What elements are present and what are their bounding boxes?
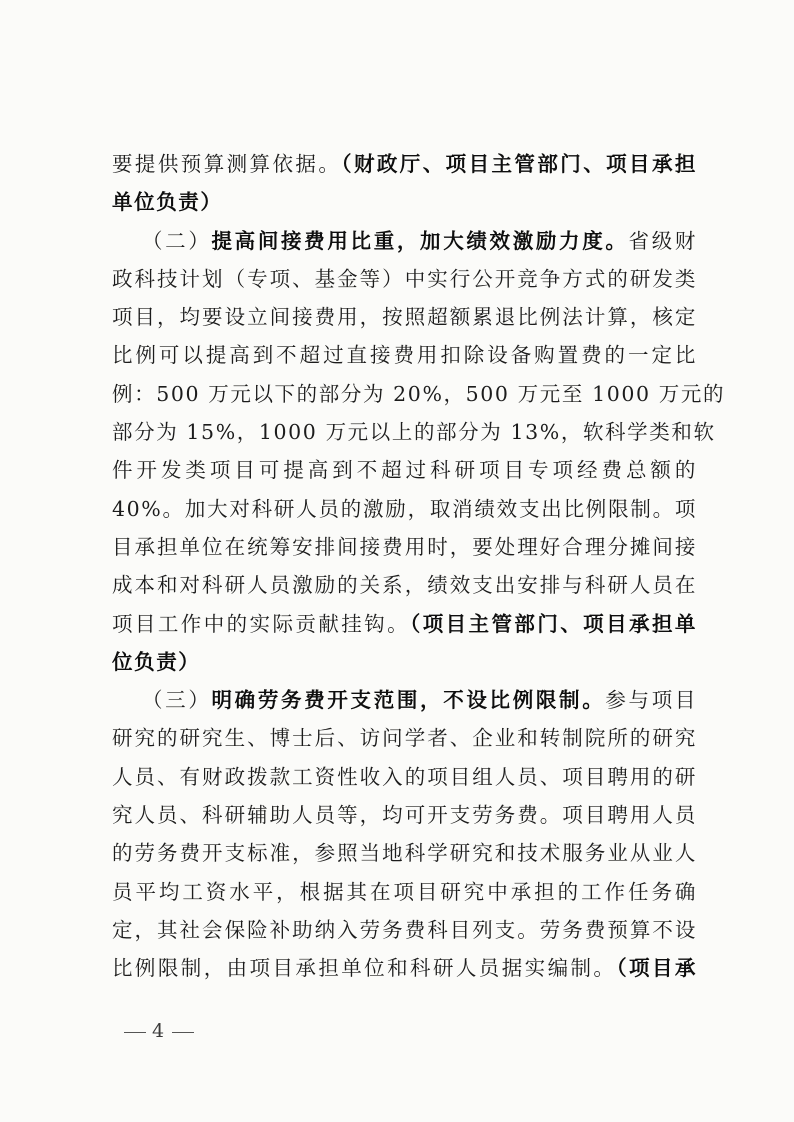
responsibility-note: 单位负责）	[112, 190, 223, 215]
text-run: 比例限制，由项目承担单位和科研人员据实编制。	[112, 956, 617, 981]
text-line: 的劳务费开支标准，参照当地科学研究和技术服务业从业人	[112, 841, 697, 866]
text-line: 项目，均要设立间接费用，按照超额累退比例法计算，核定	[112, 305, 697, 330]
text-run: 项目工作中的实际贡献挂钩。	[112, 611, 411, 636]
section-heading-line	[112, 222, 697, 260]
text-line: 究人员、科研辅助人员等，均可开支劳务费。项目聘用人员	[112, 803, 697, 828]
page-number	[118, 1020, 200, 1042]
page-number-value: 4	[152, 1020, 167, 1042]
text-line	[112, 183, 697, 221]
text-line: 比例可以提高到不超过直接费用扣除设备购置费的一定比	[112, 343, 697, 368]
section-number: （三）	[142, 688, 212, 713]
text-line: 政科技计划（专项、基金等）中实行公开竞争方式的研发类	[112, 266, 697, 291]
text-line	[112, 643, 697, 681]
text-line: 件开发类项目可提高到不超过科研项目专项经费总额的	[112, 458, 697, 483]
text-run: 参与项目	[605, 688, 697, 713]
text-line: 成本和对科研人员激励的关系，绩效支出安排与科研人员在	[112, 573, 697, 598]
text-line: 人员、有财政拨款工资性收入的项目组人员、项目聘用的研	[112, 764, 697, 789]
text-line: 研究的研究生、博士后、访问学者、企业和转制院所的研究	[112, 726, 697, 751]
responsibility-note: 位负责）	[112, 649, 201, 674]
text-line	[112, 605, 697, 643]
page-number-dash-right	[172, 1032, 194, 1033]
responsibility-note: （项目主管部门、项目承担单	[410, 611, 697, 636]
text-run: 省级财	[628, 228, 697, 253]
page-number-dash-left	[124, 1032, 146, 1033]
section-number: （二）	[142, 228, 212, 253]
text-line: 员平均工资水平，根据其在项目研究中承担的工作任务确	[112, 879, 697, 904]
responsibility-note: （项目承	[616, 956, 698, 981]
section-heading: 提高间接费用比重，加大绩效激励力度。	[211, 228, 629, 253]
body-text	[112, 145, 726, 988]
text-line	[112, 949, 697, 987]
text-line: 40%。加大对科研人员的激励，取消绩效支出比例限制。项	[112, 496, 697, 521]
text-line: 定，其社会保险补助纳入劳务费科目列支。劳务费预算不设	[112, 917, 697, 942]
text-line: 目承担单位在统筹安排间接费用时，要处理好合理分摊间接	[112, 534, 697, 559]
text-run: 要提供预算测算依据。	[112, 152, 342, 176]
text-line: 例：500 万元以下的部分为 20%，500 万元至 1000 万元的	[112, 381, 726, 406]
responsibility-note: （财政厅、项目主管部门、项目承担	[341, 152, 697, 176]
section-heading-line	[112, 681, 697, 719]
text-line	[112, 145, 697, 183]
section-heading: 明确劳务费开支范围，不设比例限制。	[211, 688, 606, 713]
text-line: 部分为 15%，1000 万元以上的部分为 13%，软科学类和软	[112, 420, 716, 445]
